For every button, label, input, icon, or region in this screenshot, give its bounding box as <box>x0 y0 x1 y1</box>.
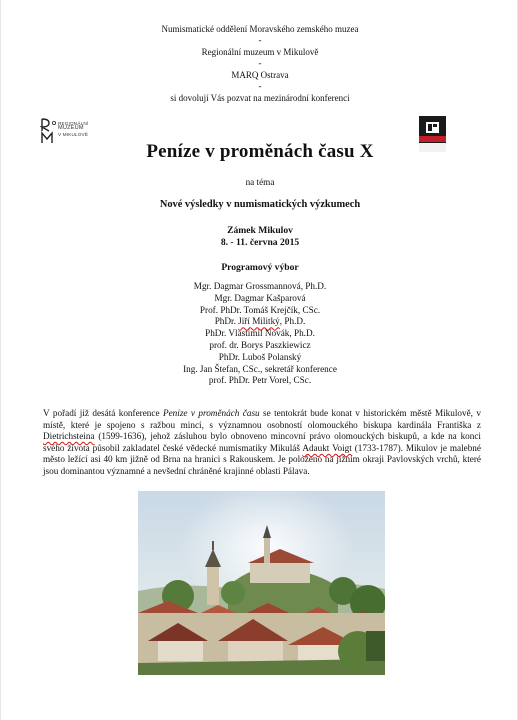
committee-member: prof. PhDr. Petr Vorel, CSc. <box>208 375 312 386</box>
organizer-line-1: Numismatické oddělení Moravského zemského muzea <box>161 24 359 34</box>
committee-member: Ing. Jan Štefan, CSc., sekretář konference <box>183 363 337 374</box>
logo-text-line: REGIONÁLNÍ <box>58 121 89 126</box>
body-name: Dietrichsteina <box>43 431 95 442</box>
separator: - <box>258 58 262 68</box>
conference-subtitle: Nové výsledky v numismatických výzkumech <box>159 199 361 210</box>
organizer-line-3: MARQ Ostrava <box>231 70 289 80</box>
mikulov-photo <box>138 491 385 675</box>
committee-heading: Programový výbor <box>221 262 299 273</box>
body-text: se tentokrát bude konat v historickém městě Mikulově, v místě, které je spojeno s ražbou mincí, s významnou osobností olomouckého biskupa kardinála Františka z <box>43 408 481 430</box>
marq-mark-icon <box>426 122 439 133</box>
committee-member: PhDr. Jiří Militký, Ph.D. <box>214 316 306 327</box>
committee-member: PhDr. Luboš Polanský <box>218 351 302 362</box>
conference-dates: 8. - 11. června 2015 <box>220 237 300 248</box>
member-name: Jiří Militký <box>238 316 280 327</box>
body-paragraph <box>43 408 481 478</box>
body-name: Adaukt Voigt <box>302 442 352 453</box>
committee-member: PhDr. Vlastimil Novák, Ph.D. <box>205 328 315 339</box>
committee-member: Mgr. Dagmar Grossmannová, Ph.D. <box>193 281 327 291</box>
logo-text-line: MUZEUM <box>58 125 84 132</box>
conference-title: Peníze v proměnách času X <box>146 141 374 162</box>
body-italic-title: Peníze v proměnách času <box>162 408 260 418</box>
body-text: (1733-1787). Mikulov je malebné město ležící asi 40 km jižně od Brna na hranici s Rakouskem. Je položeno na jižním okraji Pavlovských vrchů, které jsou dominantou významné a nevšední chráněné krajinné oblasti Pálava. <box>43 442 481 476</box>
venue: Zámek Mikulov <box>227 225 293 236</box>
body-text: V pořadí již desátá konference <box>43 408 163 418</box>
organizer-line-2: Regionální muzeum v Mikulově <box>201 47 319 57</box>
committee-list <box>1 281 518 387</box>
body-text: (1599-1636), jehož zásluhou bylo obnoveno mincovní právo olomouckých biskupů, a kde na konci svého života působil zakladatel české vědecké numismatiky Mikuláš <box>43 431 481 453</box>
committee-member: Prof. PhDr. Tomáš Krejčík, CSc. <box>199 304 321 315</box>
theme-intro: na téma <box>245 177 275 187</box>
committee-member: Mgr. Dagmar Kašparová <box>214 292 306 303</box>
invitation-line: si dovolují Vás pozvat na mezinárodní konferenci <box>170 93 350 103</box>
logo-text-line: V MIKULOVĚ <box>58 131 89 137</box>
committee-member: prof. dr. Borys Paszkiewicz <box>209 339 311 350</box>
separator: - <box>258 81 262 91</box>
separator: - <box>258 35 262 45</box>
